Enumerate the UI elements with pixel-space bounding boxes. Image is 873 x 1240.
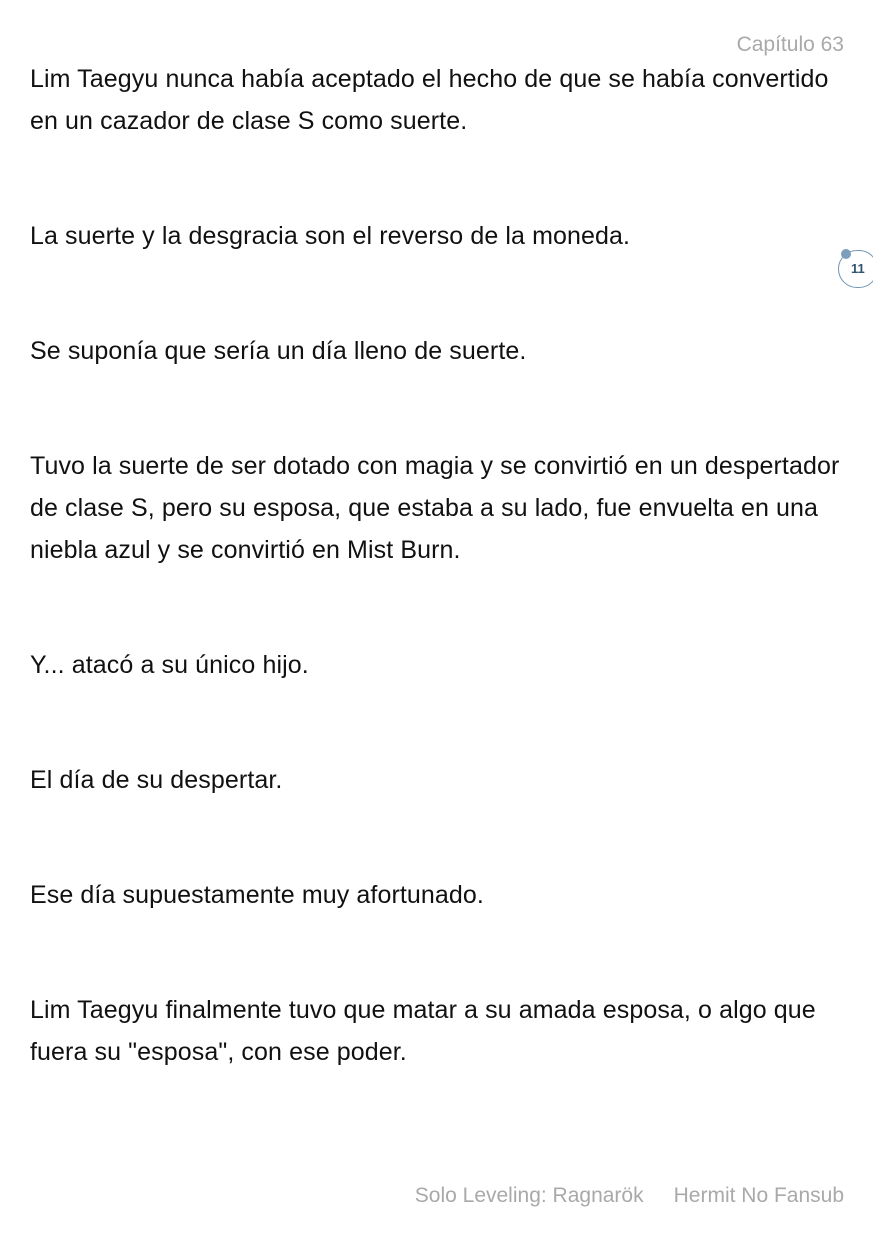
chapter-label: Capítulo 63 xyxy=(736,33,844,56)
paragraph-2: La suerte y la desgracia son el reverso de la moneda. xyxy=(30,222,631,250)
footer-title: Solo Leveling: Ragnarök xyxy=(414,1184,644,1207)
footer xyxy=(415,1183,844,1209)
chapter-text xyxy=(30,58,850,1146)
paragraph-5: Y... atacó a su único hijo. xyxy=(30,651,309,679)
page-number: 11 xyxy=(851,261,865,276)
paragraph-7: Ese día supuestamente muy afortunado. xyxy=(30,881,484,909)
paragraph-8: Lim Taegyu finalmente tuvo que matar a su amada esposa, o algo que fuera su "esposa", con ese poder. xyxy=(30,996,816,1066)
paragraph-3: Se suponía que sería un día lleno de suerte. xyxy=(30,337,527,365)
paragraph-1: Lim Taegyu nunca había aceptado el hecho de que se había convertido en un cazador de clase S como suerte. xyxy=(30,65,829,135)
footer-credit: Hermit No Fansub xyxy=(673,1184,844,1207)
paragraph-6: El día de su despertar. xyxy=(30,766,283,794)
paragraph-4: Tuvo la suerte de ser dotado con magia y se convirtió en un despertador de clase S, pero su esposa, que estaba a su lado, fue envuelta en una niebla azul y se convirtió en Mist Burn. xyxy=(30,452,840,564)
